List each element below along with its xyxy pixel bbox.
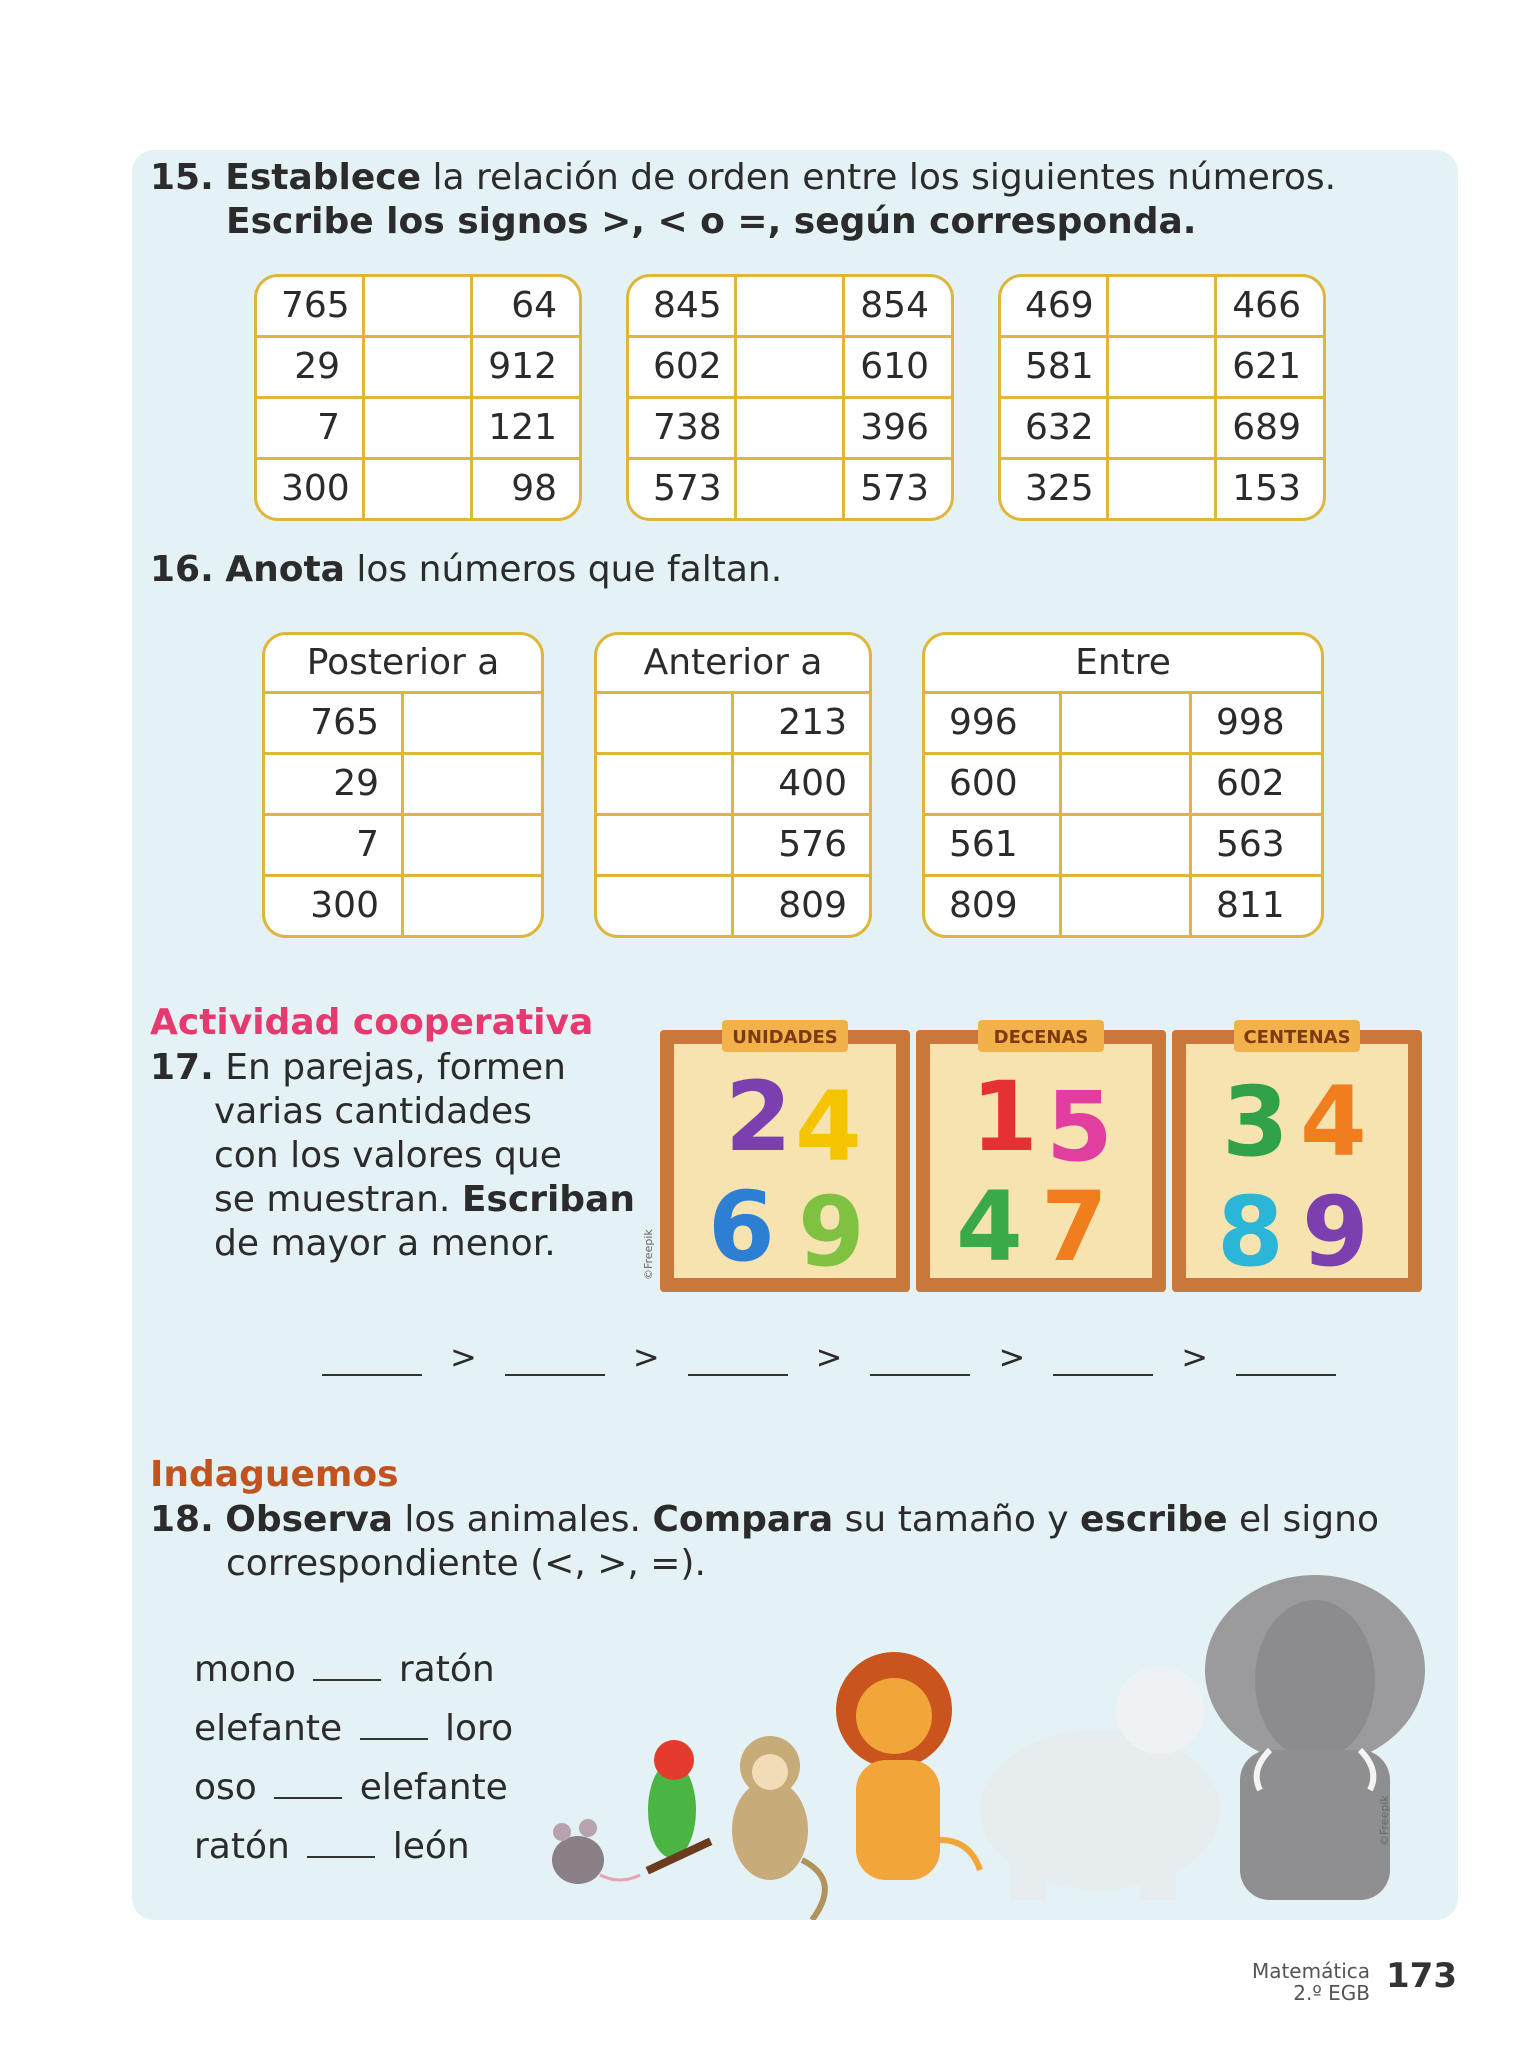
table-row xyxy=(925,813,1321,874)
answer-slot[interactable] xyxy=(1059,877,1189,935)
elephant-icon xyxy=(1205,1575,1425,1900)
footer-subject: Matemática xyxy=(1251,1959,1370,1983)
table-row xyxy=(257,277,579,335)
q18-verb: escribe xyxy=(1080,1499,1228,1540)
section-cooperative: Actividad cooperativa xyxy=(150,1002,594,1043)
left-number: 581 xyxy=(1001,338,1109,396)
answer-slot[interactable] xyxy=(597,694,731,752)
sign-slot[interactable] xyxy=(737,460,845,518)
table-row xyxy=(1001,457,1323,518)
list-item xyxy=(194,1817,513,1876)
board-label: DECENAS xyxy=(993,1027,1089,1048)
q15-verb: Establece xyxy=(225,157,422,198)
digit: 4 xyxy=(1300,1066,1367,1178)
right-number: 153 xyxy=(1232,468,1301,509)
given-number: 600 xyxy=(949,763,1018,804)
given-number: 563 xyxy=(1189,816,1321,874)
given-number: 811 xyxy=(1189,877,1321,935)
q17-instruction xyxy=(150,1046,650,1266)
table-row xyxy=(257,335,579,396)
table-row xyxy=(265,874,541,935)
table-row xyxy=(257,396,579,457)
q16-verb: Anota xyxy=(225,549,345,590)
given-number: 765 xyxy=(310,702,379,743)
given-number: 809 xyxy=(731,877,869,935)
digit: 9 xyxy=(1302,1176,1369,1288)
table-row xyxy=(1001,277,1323,335)
answer-blank[interactable] xyxy=(1053,1370,1153,1376)
image-credit: ©Freepik xyxy=(1378,1795,1391,1846)
q15-instruction xyxy=(150,156,1400,244)
right-number: 396 xyxy=(860,407,929,448)
left-number: 765 xyxy=(257,277,365,335)
answer-slot[interactable] xyxy=(1059,816,1189,874)
posterior-title: Posterior a xyxy=(306,642,500,683)
left-number: 632 xyxy=(1001,399,1109,457)
entre-title: Entre xyxy=(1075,642,1171,683)
q18-number: 18. xyxy=(150,1499,214,1540)
left-number: 469 xyxy=(1001,277,1109,335)
q17-line: se muestran. xyxy=(214,1179,451,1220)
table-row xyxy=(1001,335,1323,396)
q18-verb: Observa xyxy=(225,1499,393,1540)
answer-slot[interactable] xyxy=(401,755,541,813)
greater-sign: > xyxy=(632,1338,660,1376)
answer-slot[interactable] xyxy=(1059,694,1189,752)
table-row xyxy=(257,457,579,518)
left-number: 325 xyxy=(1001,460,1109,518)
animal-word: mono xyxy=(194,1649,296,1690)
answer-slot[interactable] xyxy=(1059,755,1189,813)
answer-blank[interactable] xyxy=(1236,1370,1336,1376)
answer-slot[interactable] xyxy=(597,755,731,813)
table-row xyxy=(265,752,541,813)
digit: 2 xyxy=(725,1061,792,1173)
right-number: 573 xyxy=(860,468,929,509)
lion-icon xyxy=(836,1652,980,1880)
digit: 1 xyxy=(971,1061,1038,1173)
answer-blank[interactable] xyxy=(870,1370,970,1376)
table-row xyxy=(1001,396,1323,457)
sign-slot[interactable] xyxy=(1109,277,1217,335)
sign-slot[interactable] xyxy=(365,460,473,518)
greater-sign: > xyxy=(450,1338,477,1376)
sign-slot[interactable] xyxy=(365,399,473,457)
sign-slot[interactable] xyxy=(737,277,845,335)
posterior-table xyxy=(262,632,544,938)
right-number: 912 xyxy=(488,346,557,387)
digit: 7 xyxy=(1041,1171,1108,1283)
given-number: 300 xyxy=(310,885,379,926)
given-number: 998 xyxy=(1189,694,1321,752)
given-number: 561 xyxy=(949,824,1018,865)
q18-line2: correspondiente (<, >, =). xyxy=(226,1543,706,1584)
q18-text: su tamaño y xyxy=(833,1499,1081,1540)
digit: 4 xyxy=(956,1171,1023,1283)
answer-blank[interactable] xyxy=(360,1738,428,1740)
animal-word: oso xyxy=(194,1767,257,1808)
animal-word: ratón xyxy=(194,1826,290,1867)
compare-table-3 xyxy=(998,274,1326,521)
sign-slot[interactable] xyxy=(737,338,845,396)
animal-word: ratón xyxy=(398,1649,495,1690)
greater-sign: > xyxy=(998,1338,1026,1376)
board-label: UNIDADES xyxy=(732,1027,838,1048)
digit: 8 xyxy=(1217,1176,1284,1288)
table-row xyxy=(597,874,869,935)
q15-text: la relación de orden entre los siguientes números. xyxy=(421,157,1337,198)
right-number: 689 xyxy=(1232,407,1301,448)
answer-slot[interactable] xyxy=(597,877,731,935)
table-row xyxy=(629,335,951,396)
sign-slot[interactable] xyxy=(1109,460,1217,518)
right-number: 98 xyxy=(511,468,557,509)
list-item xyxy=(194,1699,513,1758)
right-number: 466 xyxy=(1232,285,1301,326)
sign-slot[interactable] xyxy=(1109,338,1217,396)
parrot-icon xyxy=(646,1740,713,1874)
list-item xyxy=(194,1758,513,1817)
right-number: 621 xyxy=(1232,346,1301,387)
answer-blank[interactable] xyxy=(307,1856,375,1858)
given-number: 213 xyxy=(731,694,869,752)
left-number: 7 xyxy=(257,399,365,457)
given-number: 996 xyxy=(949,702,1018,743)
given-number: 602 xyxy=(1189,755,1321,813)
given-number: 29 xyxy=(333,763,379,804)
q16-number: 16. xyxy=(150,549,214,590)
board-unidades xyxy=(660,1020,910,1292)
table-row xyxy=(597,813,869,874)
left-number: 29 xyxy=(257,338,365,396)
q16-instruction xyxy=(150,548,782,592)
entre-table xyxy=(922,632,1324,938)
greater-sign: > xyxy=(815,1338,843,1376)
right-number: 121 xyxy=(488,407,557,448)
right-number: 854 xyxy=(860,285,929,326)
q16-text: los números que faltan. xyxy=(344,549,783,590)
given-number: 576 xyxy=(731,816,869,874)
polar-bear-icon xyxy=(980,1666,1220,1900)
right-number: 64 xyxy=(511,285,557,326)
animal-word: elefante xyxy=(194,1708,343,1749)
answer-blank[interactable] xyxy=(505,1370,605,1376)
animal-word: loro xyxy=(445,1708,514,1749)
q17-line: varias cantidades xyxy=(214,1091,532,1132)
q17-line: con los valores que xyxy=(214,1135,562,1176)
digit: 5 xyxy=(1046,1071,1113,1183)
sign-slot[interactable] xyxy=(737,399,845,457)
answer-blank[interactable] xyxy=(322,1370,422,1376)
given-number: 7 xyxy=(356,824,379,865)
q17-line: de mayor a menor. xyxy=(214,1223,556,1264)
q18-verb: Compara xyxy=(652,1499,834,1540)
q15-line2: Escribe los signos >, < o =, según corresponda. xyxy=(226,201,1197,242)
sign-slot[interactable] xyxy=(365,277,473,335)
q18-text: los animales. xyxy=(392,1499,653,1540)
answer-blank[interactable] xyxy=(688,1370,788,1376)
left-number: 573 xyxy=(629,460,737,518)
answer-slot[interactable] xyxy=(401,816,541,874)
answer-slot[interactable] xyxy=(401,877,541,935)
animal-word: león xyxy=(392,1826,470,1867)
q17-verb: Escriban xyxy=(461,1179,635,1220)
greater-sign: > xyxy=(1181,1338,1209,1376)
anterior-table xyxy=(594,632,872,938)
table-row xyxy=(597,691,869,752)
q18-text: el signo xyxy=(1227,1499,1379,1540)
comparison-list xyxy=(194,1640,513,1876)
answer-slot[interactable] xyxy=(401,694,541,752)
ordering-line xyxy=(322,1338,1336,1376)
answer-blank[interactable] xyxy=(313,1679,381,1681)
animals-illustration xyxy=(540,1560,1450,1920)
board-label: CENTENAS xyxy=(1243,1027,1351,1048)
table-row xyxy=(629,457,951,518)
monkey-icon xyxy=(732,1736,825,1920)
left-number: 738 xyxy=(629,399,737,457)
page-number: 173 xyxy=(1386,1956,1457,1996)
q17-line: En parejas, formen xyxy=(225,1047,566,1088)
table-row xyxy=(265,813,541,874)
sign-slot[interactable] xyxy=(365,338,473,396)
digit: 4 xyxy=(795,1071,862,1183)
compare-table-2 xyxy=(626,274,954,521)
q17-number: 17. xyxy=(150,1047,214,1088)
place-value-boards xyxy=(660,1010,1440,1300)
digit: 6 xyxy=(708,1171,775,1283)
left-number: 300 xyxy=(257,460,365,518)
digit: 3 xyxy=(1222,1066,1289,1178)
answer-slot[interactable] xyxy=(597,816,731,874)
right-number: 610 xyxy=(860,346,929,387)
footer-info xyxy=(1180,1960,1370,2004)
board-centenas xyxy=(1172,1020,1422,1292)
table-row xyxy=(597,752,869,813)
table-row xyxy=(265,691,541,752)
given-number: 809 xyxy=(949,885,1018,926)
table-row xyxy=(925,691,1321,752)
table-row xyxy=(629,396,951,457)
footer-grade: 2.º EGB xyxy=(1293,1981,1370,2005)
mouse-icon xyxy=(552,1819,640,1884)
section-indaguemos: Indaguemos xyxy=(150,1454,399,1495)
digit: 9 xyxy=(798,1176,865,1288)
answer-blank[interactable] xyxy=(274,1797,342,1799)
compare-table-1 xyxy=(254,274,582,521)
animal-word: elefante xyxy=(359,1767,508,1808)
table-row xyxy=(629,277,951,335)
image-credit: ©Freepik xyxy=(642,1229,655,1280)
table-row xyxy=(925,752,1321,813)
q15-number: 15. xyxy=(150,157,214,198)
anterior-title: Anterior a xyxy=(643,642,823,683)
list-item xyxy=(194,1640,513,1699)
sign-slot[interactable] xyxy=(1109,399,1217,457)
board-decenas xyxy=(916,1020,1166,1292)
table-row xyxy=(925,874,1321,935)
left-number: 602 xyxy=(629,338,737,396)
left-number: 845 xyxy=(629,277,737,335)
given-number: 400 xyxy=(731,755,869,813)
